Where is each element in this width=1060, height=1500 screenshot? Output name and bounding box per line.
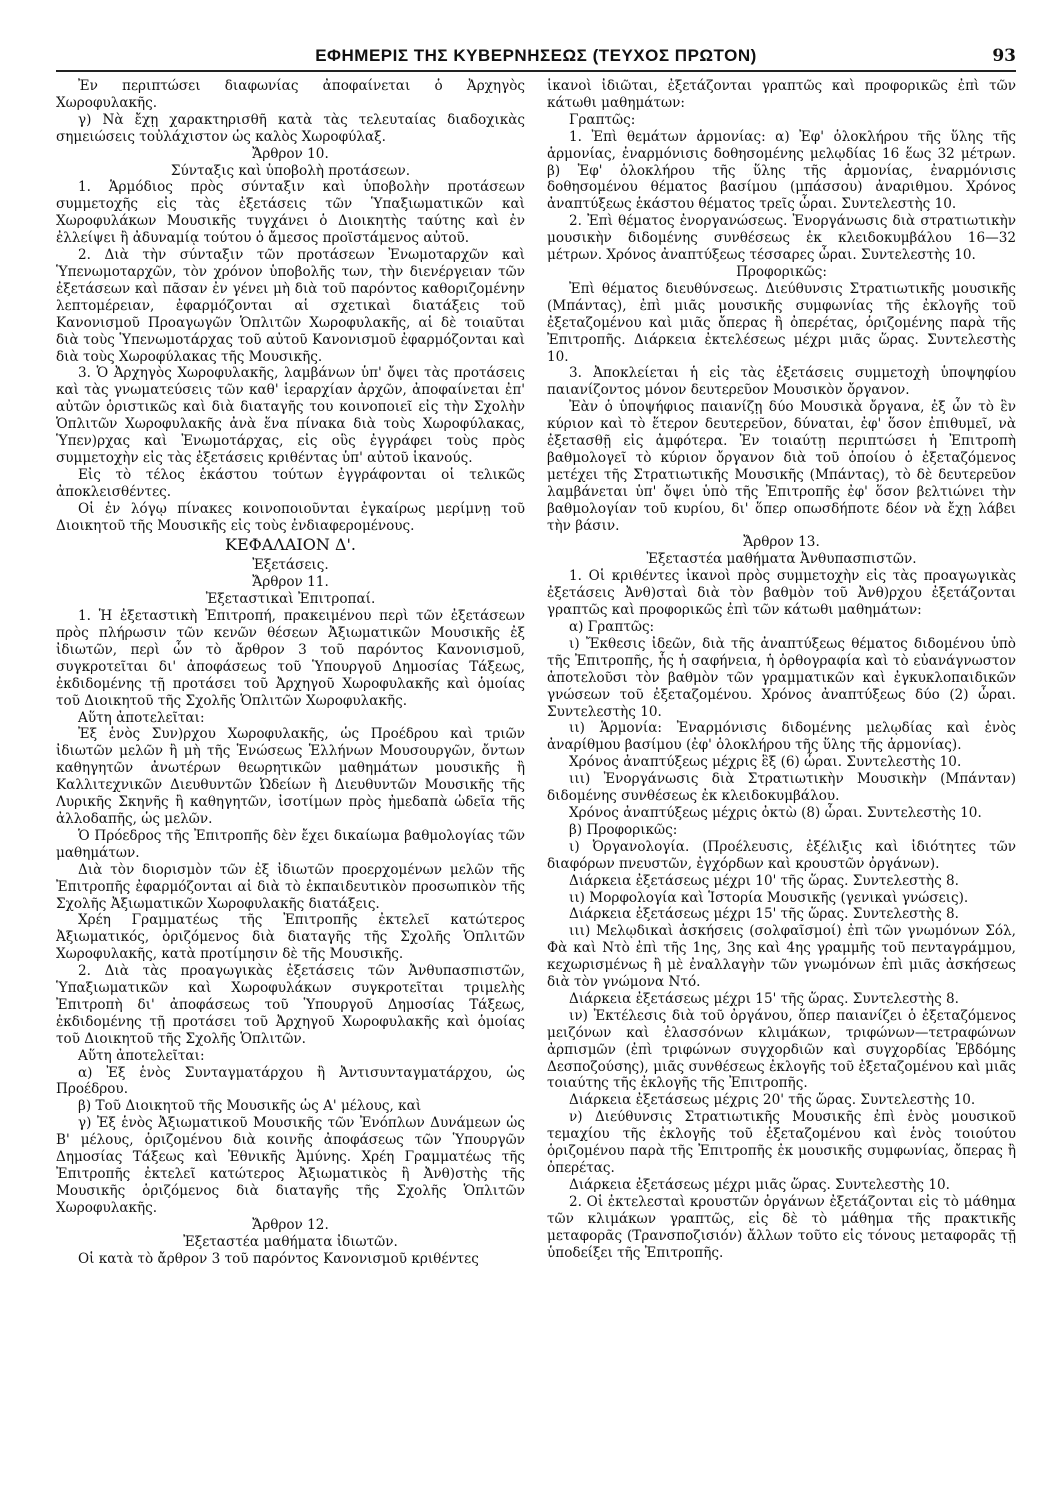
paragraph: Εἰς τὸ τέλος ἑκάστου τούτων ἐγγράφονται οἱ τελικῶς ἀποκλεισθέντες.	[56, 466, 525, 500]
paragraph: ιι) Ἁρμονία: Ἐναρμόνισις διδομένης μελῳδίας καὶ ἑνὸς ἀναρίθμου βασίμου (ἐφ' ὁλοκλήρου τῆς ὕλης τῆς ἁρμονίας).	[547, 720, 1016, 754]
paragraph: β) Προφορικῶς:	[569, 821, 678, 838]
paragraph: α) Ἐξ ἑνὸς Συνταγματάρχου ἢ Ἀντισυνταγματάρχου, ὡς Προέδρου.	[56, 1064, 525, 1098]
gazette-title: ΕΦΗΜΕΡΙΣ ΤΗΣ ΚΥΒΕΡΝΗΣΕΩΣ (ΤΕΥΧΟΣ ΠΡΩΤΟΝ)	[315, 46, 757, 65]
paragraph: Ἄρθρον 10.	[252, 145, 329, 162]
page-header	[56, 38, 1016, 72]
paragraph: α) Γραπτῶς:	[569, 619, 655, 635]
paragraph: Ἐξ ἑνὸς Συν)ρχου Χωροφυλακῆς, ὡς Προέδρου καὶ τριῶν ἰδιωτῶν μελῶν ἢ μὴ τῆς Ἑνώσεως Ἑλλήνων Μουσουργῶν, ὄντων καθηγητῶν ἀνωτέρων θεωρητικῶν μαθημάτων μουσικῆς ἢ Καλλιτεχνικῶν Διευθυντῶν Ὠδείων ἢ Διευθυντῶν Μουσικῆς τῆς Λυρικῆς Σκηνῆς ἢ καθηγητῶν, ἰσοτίμων πρὸς ἠμεδαπὰ ὠδεῖα τῆς ἀλλοδαπῆς, ὡς μελῶν.	[56, 726, 525, 827]
paragraph: Αὕτη ἀποτελεῖται:	[78, 709, 205, 726]
paragraph: 2. Οἱ ἐκτελεσταὶ κρουστῶν ὀργάνων ἐξετάζονται εἰς τὸ μάθημα τῶν κλιμάκων γραπτῶς, εἰς δὲ τὸ μάθημα τῆς πρακτικῆς μεταφορᾶς (Τρανσποζισιόν) ἄλλων τοῦτο εἰς τόνους μεταφορᾶς τῇ ὑποδείξει τῆς Ἐπιτροπῆς.	[547, 1193, 1016, 1261]
paragraph: Διάρκεια ἐξετάσεως μέχρι 10' τῆς ὥρας. Συντελεστὴς 8.	[569, 872, 959, 889]
paragraph: 1. Ἡ ἐξεταστικὴ Ἐπιτροπή, πρακειμένου περὶ τῶν ἐξετάσεων πρὸς πλήρωσιν τῶν κενῶν θέσεων Ἀξιωματικῶν Μουσικῆς ἐξ ἰδιωτῶν, περὶ ὧν τὸ ἄρθρον 3 τοῦ παρόντος Κανονισμοῦ, συγκροτεῖται δι' ἀποφάσεως τοῦ Ὑπουργοῦ Δημοσίας Τάξεως, ἐκδιδομένης τῇ προτάσει τοῦ Ἀρχηγοῦ Χωροφυλακῆς καὶ ὁμοίας τοῦ Διοικητοῦ τῆς Σχολῆς Ὁπλιτῶν Χωροφυλακῆς.	[56, 608, 525, 709]
paragraph: Χρόνος ἀναπτύξεως μέχρις ἓξ (6) ὧραι. Συντελεστὴς 10.	[569, 754, 962, 771]
paragraph: Διάρκεια ἐξετάσεως μέχρι 15' τῆς ὥρας. Συντελεστὴς 8.	[569, 990, 959, 1007]
paragraph: Χρέη Γραμματέως τῆς Ἐπιτροπῆς ἐκτελεῖ κατώτερος Ἀξιωματικός, ὁριζόμενος διὰ διαταγῆς τῆς Σχολῆς Ὁπλιτῶν Χωροφυλακῆς, κατὰ προτίμησιν δὲ τῆς Μουσικῆς.	[56, 912, 525, 963]
paragraph: Προφορικῶς:	[736, 263, 827, 280]
paragraph: Διὰ τὸν διορισμὸν τῶν ἐξ ἰδιωτῶν προερχομένων μελῶν τῆς Ἐπιτροπῆς ἐφαρμόζονται αἱ διὰ τὸ ἐκπαιδευτικὸν προσωπικὸν τῆς Σχολῆς Ἀξιωματικῶν Χωροφυλακῆς διατάξεις.	[56, 861, 525, 912]
paragraph: Ὁ Πρόεδρος τῆς Ἐπιτροπῆς δὲν ἔχει δικαίωμα βαθμολογίας τῶν μαθημάτων.	[56, 827, 525, 861]
paragraph: Διάρκεια ἐξετάσεως μέχρις 20' τῆς ὥρας. Συντελεστὴς 10.	[569, 1092, 976, 1109]
paragraph: ιν) Ἐκτέλεσις διὰ τοῦ ὀργάνου, ὅπερ παιανίζει ὁ ἐξεταζόμενος μειζόνων καὶ ἐλασσόνων κλιμάκων, τριφώνων—τετραφώνων ἀρπισμῶν (ἐπὶ τριφώνων συγχορδιῶν καὶ συγχορδίας Ἑβδόμης Δεσποζούσης), μιᾶς συνθέσεως ἐκλογῆς τοῦ ἐξεταζομένου καὶ μιᾶς τοιαύτης τῆς ἐκλογῆς τῆς Ἐπιτροπῆς.	[547, 1007, 1016, 1092]
paragraph: Οἱ ἐν λόγῳ πίνακες κοινοποιοῦνται ἐγκαίρως μερίμνῃ τοῦ Διοικητοῦ τῆς Μουσικῆς εἰς τοὺς ἐνδιαφερομένους.	[56, 500, 525, 534]
paragraph: 3. Ὁ Ἀρχηγὸς Χωροφυλακῆς, λαμβάνων ὑπ' ὄψει τὰς προτάσεις καὶ τὰς γνωματεύσεις τῶν καθ' ἱεραρχίαν ἀρχῶν, ἀποφαίνεται ἐπ' αὐτῶν ὁριστικῶς καὶ διὰ διαταγῆς του κοινοποιεῖ εἰς τὴν Σχολὴν Ὁπλιτῶν Χωροφυλακῆς ἀνὰ ἕνα πίνακα διὰ τοὺς Χωροφύλακας, Ὑπεν)ρχας καὶ Ἐνωμοτάρχας, εἰς οὓς ἐγγράφει τοὺς πρὸς συμμετοχὴν εἰς τὰς ἐξετάσεις κριθέντας ὑπ' αὐτοῦ ἱκανούς.	[56, 365, 525, 466]
paragraph: Διάρκεια ἐξετάσεως μέχρι μιᾶς ὥρας. Συντελεστὴς 10.	[569, 1176, 950, 1193]
paragraph: Ἄρθρον 12.	[252, 1216, 329, 1233]
paragraph: Σύνταξις καὶ ὑποβολὴ προτάσεων.	[170, 162, 411, 179]
paragraph: ιιι) Ἐνοργάνωσις διὰ Στρατιωτικὴν Μουσικὴν (Μπάνταν) διδομένης συνθέσεως ἐκ κλειδοκυμβάλου.	[547, 771, 1016, 805]
paragraph: ιιι) Μελῳδικαὶ ἀσκήσεις (σολφαῖσμοί) ἐπὶ τῶν γνωμόνων Σόλ, Φὰ καὶ Ντὸ ἐπὶ τῆς 1ης, 3ης καὶ 4ης γραμμῆς τοῦ πενταγράμμου, κεχωρισμένως ἢ μὲ ἐναλλαγὴν τῶν γνωμόνων ἐπὶ μιᾶς ἀσκήσεως διὰ τὸν γνώμονα Ντό.	[547, 923, 1016, 991]
paragraph: Ἐξετάσεις.	[252, 557, 329, 574]
paragraph: Οἱ κατὰ τὸ ἄρθρον 3 τοῦ παρόντος Κανονισμοῦ κριθέντες	[78, 1250, 479, 1267]
paragraph: Ἐὰν ὁ ὑποψήφιος παιανίζῃ δύο Μουσικὰ ὄργανα, ἐξ ὧν τὸ ἓν κύριον καὶ τὸ ἕτερον δευτερεῦον, δύναται, ἐφ' ὅσον ἐπιθυμεῖ, νὰ ἐξετασθῇ εἰς ἀμφότερα. Ἐν τοιαύτῃ περιπτώσει ἡ Ἐπιτροπὴ βαθμολογεῖ τὸ κύριον ὄργανον διὰ τοῦ ὁποίου ὁ ἐξεταζόμενος μετέχει τῆς Στρατιωτικῆς Μουσικῆς (Μπάντας), τὸ δὲ δευτερεῦον λαμβάνεται ὑπ' ὄψει ὑπὸ τῆς Ἐπιτροπῆς ἐφ' ὅσον βελτιώνει τὴν βαθμολογίαν τοῦ κυρίου, δι' ὅπερ οπωσδήποτε δέον νὰ ἔχῃ λάβει τὴν βάσιν.	[547, 399, 1016, 534]
paragraph: γ) Νὰ ἔχῃ χαρακτηρισθῆ κατὰ τὰς τελευταίας διαδοχικὰς σημειώσεις τοὐλάχιστον ὡς καλὸς Χωροφύλαξ.	[56, 111, 525, 145]
paragraph: Ἐξεταστέα μαθήματα Ἀνθυπασπιστῶν.	[646, 551, 917, 568]
paragraph: Ἐξεταστέα μαθήματα ἰδιωτῶν.	[183, 1233, 398, 1250]
paragraph: Διάρκεια ἐξετάσεως μέχρι 15' τῆς ὥρας. Συντελεστὴς 8.	[569, 906, 959, 923]
page-number: 93	[992, 46, 1016, 66]
paragraph: ΚΕΦΑΛΑΙΟΝ Δ'.	[225, 535, 356, 555]
text-columns	[56, 78, 1016, 1267]
paragraph: Αὕτη ἀποτελεῖται:	[78, 1047, 205, 1064]
paragraph: 2. Διὰ τὰς προαγωγικὰς ἐξετάσεις τῶν Ἀνθυπασπιστῶν, Ὑπαξιωματικῶν καὶ Χωροφυλάκων συγκροτεῖται τριμελὴς Ἐπιτροπὴ δι' ἀποφάσεως τοῦ Ὑπουργοῦ Δημοσίας Τάξεως, ἐκδιδομένης τῇ προτάσει τοῦ Ἀρχηγοῦ Χωροφυλακῆς καὶ ὁμοίας τοῦ Διοικητοῦ τῆς Σχολῆς Ὁπλιτῶν.	[56, 963, 525, 1047]
paragraph: ἱκανοὶ ἰδιῶται, ἐξετάζονται γραπτῶς καὶ προφορικῶς ἐπὶ τῶν κάτωθι μαθημάτων:	[547, 78, 1016, 111]
paragraph: Ἐπὶ θέματος διευθύνσεως. Διεύθυνσις Στρατιωτικῆς μουσικῆς (Μπάντας), ἐπὶ μιᾶς μουσικῆς συμφωνίας τῆς ἐκλογῆς τοῦ ἐξεταζομένου καὶ μιᾶς ὄπερας ἢ ὀπερέτας, ὁριζομένης παρὰ τῆς Ἐπιτροπῆς. Διάρκεια ἐκτελέσεως μέχρι μιᾶς ὥρας. Συντελεστὴς 10.	[547, 280, 1016, 365]
paragraph: Γραπτῶς:	[569, 111, 636, 128]
paragraph: ι) Ἔκθεσις ἰδεῶν, διὰ τῆς ἀναπτύξεως θέματος διδομένου ὑπὸ τῆς Ἐπιτροπῆς, ἧς ἡ σαφήνεια, ἡ ὀρθογραφία καὶ τὸ εὐανάγνωστον ἀποτελοῦσι τὸν βαθμὸν τῶν γραμματικῶν καὶ ἐγκυκλοπαιδικῶν γνώσεων τοῦ ἐξεταζομένου. Χρόνος ἀναπτύξεως δύο (2) ὧραι. Συντελεστὴς 10.	[547, 635, 1016, 720]
paragraph: Ἄρθρον 11.	[252, 574, 329, 591]
paragraph: ιι) Μορφολογία καὶ Ἱστορία Μουσικῆς (γενικαὶ γνώσεις).	[569, 889, 969, 906]
paragraph: β) Τοῦ Διοικητοῦ τῆς Μουσικῆς ὡς Α' μέλους, καὶ	[78, 1098, 422, 1115]
paragraph: Χρόνος ἀναπτύξεως μέχρις ὀκτὼ (8) ὧραι. Συντελεστὴς 10.	[569, 804, 982, 821]
paragraph: 2. Διὰ τὴν σύνταξιν τῶν προτάσεων Ἐνωμοταρχῶν καὶ Ὑπενωμοταρχῶν, τὸν χρόνον ὑποβολῆς των, τὴν διενέργειαν τῶν ἐξετάσεων καὶ πᾶσαν ἐν γένει μὴ διὰ τοῦ παρόντος καθοριζομένην λεπτομέρειαν, ἐφαρμόζονται αἱ σχετικαὶ διατάξεις τοῦ Κανονισμοῦ Προαγωγῶν Ὁπλιτῶν Χωροφυλακῆς, αἱ δὲ τοιαῦται διὰ τοὺς Ὑπενωμοτάρχας τοῦ αὐτοῦ Κανονισμοῦ ἐφαρμόζονται καὶ διὰ τοὺς Χωροφύλακας τῆς Μουσικῆς.	[56, 247, 525, 365]
paragraph: 3. Ἀποκλείεται ἡ εἰς τὰς ἐξετάσεις συμμετοχὴ ὑποψηφίου παιανίζοντος μόνον δευτερεῦον Μουσικὸν ὄργανον.	[547, 365, 1016, 399]
paragraph: ν) Διεύθυνσις Στρατιωτικῆς Μουσικῆς ἐπὶ ἑνὸς μουσικοῦ τεμαχίου τῆς ἐκλογῆς τοῦ ἐξεταζομένου καὶ ἑνὸς τοιούτου ὁριζομένου παρὰ τῆς Ἐπιτροπῆς ἐκ μουσικῆς συμφωνίας, ὄπερας ἢ ὀπερέτας.	[547, 1109, 1016, 1176]
paragraph: Ἐν περιπτώσει διαφωνίας ἀποφαίνεται ὁ Ἀρχηγὸς Χωροφυλακῆς.	[56, 78, 525, 111]
paragraph: 1. Οἱ κριθέντες ἱκανοὶ πρὸς συμμετοχὴν εἰς τὰς προαγωγικὰς ἐξετάσεις Ἀνθ)σταὶ διὰ τὸν βαθμὸν τοῦ Ἀνθ)ρχου ἐξετάζονται γραπτῶς καὶ προφορικῶς ἐπὶ τῶν κάτωθι μαθημάτων:	[547, 568, 1016, 619]
paragraph: 1. Ἁρμόδιος πρὸς σύνταξιν καὶ ὑποβολὴν προτάσεων συμμετοχῆς εἰς τὰς ἐξετάσεις τῶν Ὑπαξιωματικῶν καὶ Χωροφυλάκων Μουσικῆς τυγχάνει ὁ Διοικητὴς ταύτης καὶ ἐν ἐλλείψει ἢ ἀδυναμίᾳ τούτου ὁ ἄμεσος προϊστάμενος αὐτοῦ.	[56, 179, 525, 247]
paragraph: 2. Ἐπὶ θέματος ἐνοργανώσεως. Ἐνοργάνωσις διὰ στρατιωτικὴν μουσικὴν διδομένης συνθέσεως ἐκ κλειδοκυμβάλου 16—32 μέτρων. Χρόνος ἀναπτύξεως τέσσαρες ὧραι. Συντελεστὴς 10.	[547, 213, 1016, 264]
paragraph: Ἄρθρον 13.	[743, 534, 820, 551]
paragraph: ι) Ὀργανολογία. (Προέλευσις, ἐξέλιξις καὶ ἰδιότητες τῶν διαφόρων πνευστῶν, ἐγχόρδων καὶ κρουστῶν ὀργάνων).	[547, 838, 1016, 872]
paragraph: Ἐξεταστικαὶ Ἐπιτροπαί.	[205, 591, 376, 608]
paragraph: γ) Ἐξ ἑνὸς Ἀξιωματικοῦ Μουσικῆς τῶν Ἐνόπλων Δυνάμεων ὡς Β' μέλους, ὁριζομένου διὰ κοινῆς ἀποφάσεως τῶν Ὑπουργῶν Δημοσίας Τάξεως καὶ Ἐθνικῆς Ἀμύνης. Χρέη Γραμματέως τῆς Ἐπιτροπῆς ἐκτελεῖ κατώτερος Ἀξιωματικὸς ἢ Ἀνθ)στὴς τῆς Μουσικῆς ὁριζόμενος διὰ διαταγῆς τῆς Σχολῆς Ὁπλιτῶν Χωροφυλακῆς.	[56, 1115, 525, 1216]
left-column	[56, 78, 525, 1267]
paragraph: 1. Ἐπὶ θεμάτων ἁρμονίας: α) Ἐφ' ὁλοκλήρου τῆς ὕλης τῆς ἁρμονίας, ἐναρμόνισις δοθησομένης μελῳδίας 16 ἕως 32 μέτρων. β) Ἐφ' ὁλοκλήρου τῆς ὕλης τῆς ἁρμονίας, ἐναρμόνισις δοθησομένου θέματος βασίμου (μπάσσου) ἀναριθμου. Χρόνος ἀναπτύξεως ἑκάστου θέματος τρεῖς ὧραι. Συντελεστὴς 10.	[547, 128, 1016, 213]
right-column	[547, 78, 1016, 1267]
